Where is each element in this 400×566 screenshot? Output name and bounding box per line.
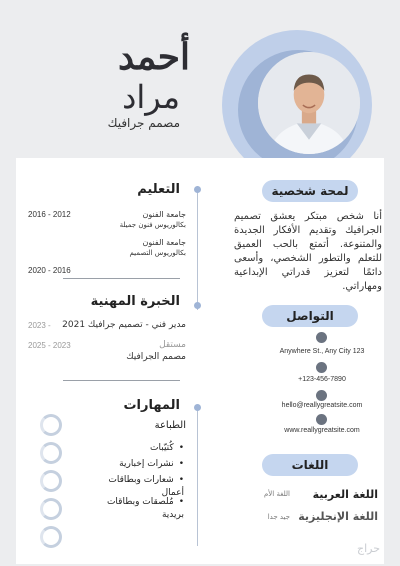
- timeline-line: [197, 186, 198, 310]
- education-dates: 2020 - 2016: [28, 266, 71, 275]
- timeline-dot: [194, 302, 201, 309]
- skill-level-ring: [40, 442, 62, 464]
- phone-icon: [316, 362, 327, 373]
- experience-role: مستقل: [159, 340, 186, 350]
- contact-address: Anywhere St., Any City 123: [279, 348, 365, 355]
- language-name: اللغة الإنجليزية: [298, 510, 378, 523]
- timeline-dot: [194, 186, 201, 193]
- skill-category: الطباعة: [154, 420, 186, 431]
- contact-email[interactable]: hello@reallygreatsite.com: [281, 402, 363, 409]
- timeline-dot: [194, 404, 201, 411]
- experience-role: مصمم الجرافيك: [126, 352, 186, 362]
- contact-website[interactable]: www.reallygreatsite.com: [284, 427, 360, 434]
- experience-title: الخبرة المهنية: [90, 294, 180, 309]
- watermark-text: حراج: [356, 542, 380, 555]
- education-dates: 2016 - 2012: [28, 210, 71, 219]
- languages-title: اللغات: [262, 454, 358, 476]
- divider: [63, 278, 180, 279]
- skill-level-ring: [40, 470, 62, 492]
- language-level: اللغة الأم: [263, 490, 290, 498]
- experience-dates: 2025 - 2023: [28, 341, 71, 350]
- person-avatar-icon: [258, 52, 360, 154]
- profile-photo: [258, 52, 360, 154]
- divider: [63, 380, 180, 381]
- skill-level-ring: [40, 498, 62, 520]
- skill-item: • نشرات إخبارية: [90, 458, 184, 471]
- education-degree: بكالوريوس التصميم: [129, 249, 186, 257]
- skill-item: • شعارات وبطاقات أعمال: [90, 474, 184, 500]
- contact-phone: +123-456-7890: [298, 376, 346, 383]
- skills-title: المهارات: [123, 398, 180, 413]
- contact-title: التواصل: [262, 305, 358, 327]
- first-name: أحمد: [118, 36, 190, 78]
- skill-level-ring: [40, 526, 62, 548]
- about-text: أنا شخص مبتكر يعشق تصميم الجرافيك وتقديم الأفكار الجديدة والمتنوعة. أتمتع بالحب العميق للتعلم والتطور الشخصي، وأسعى دائمًا لتعزيز قدراتي الإبداعية ومهاراتي.: [234, 211, 382, 292]
- language-level: جيد جدا: [267, 513, 290, 521]
- skill-level-ring: [40, 414, 62, 436]
- language-name: اللغة العربية: [312, 488, 378, 501]
- education-school: جامعة الفنون: [142, 210, 186, 219]
- skill-item: • كُتيّبات: [90, 442, 184, 455]
- skill-item: • مُلصقات وبطاقات بريدية: [90, 496, 184, 522]
- timeline-line-lower: [197, 406, 198, 546]
- location-icon: [316, 332, 327, 343]
- email-icon: [316, 390, 327, 401]
- education-school: جامعة الفنون: [142, 238, 186, 247]
- experience-role: مدير فني - تصميم جرافيك 2021: [62, 320, 186, 330]
- education-degree: بكالوريوس فنون جميلة: [119, 221, 186, 229]
- experience-dates: 2023 -: [28, 321, 51, 330]
- education-title: التعليم: [137, 182, 180, 197]
- globe-icon: [316, 414, 327, 425]
- last-name: مراد: [122, 78, 180, 116]
- job-title: مصمم جرافيك: [107, 116, 180, 130]
- about-title: لمحة شخصية: [262, 180, 358, 202]
